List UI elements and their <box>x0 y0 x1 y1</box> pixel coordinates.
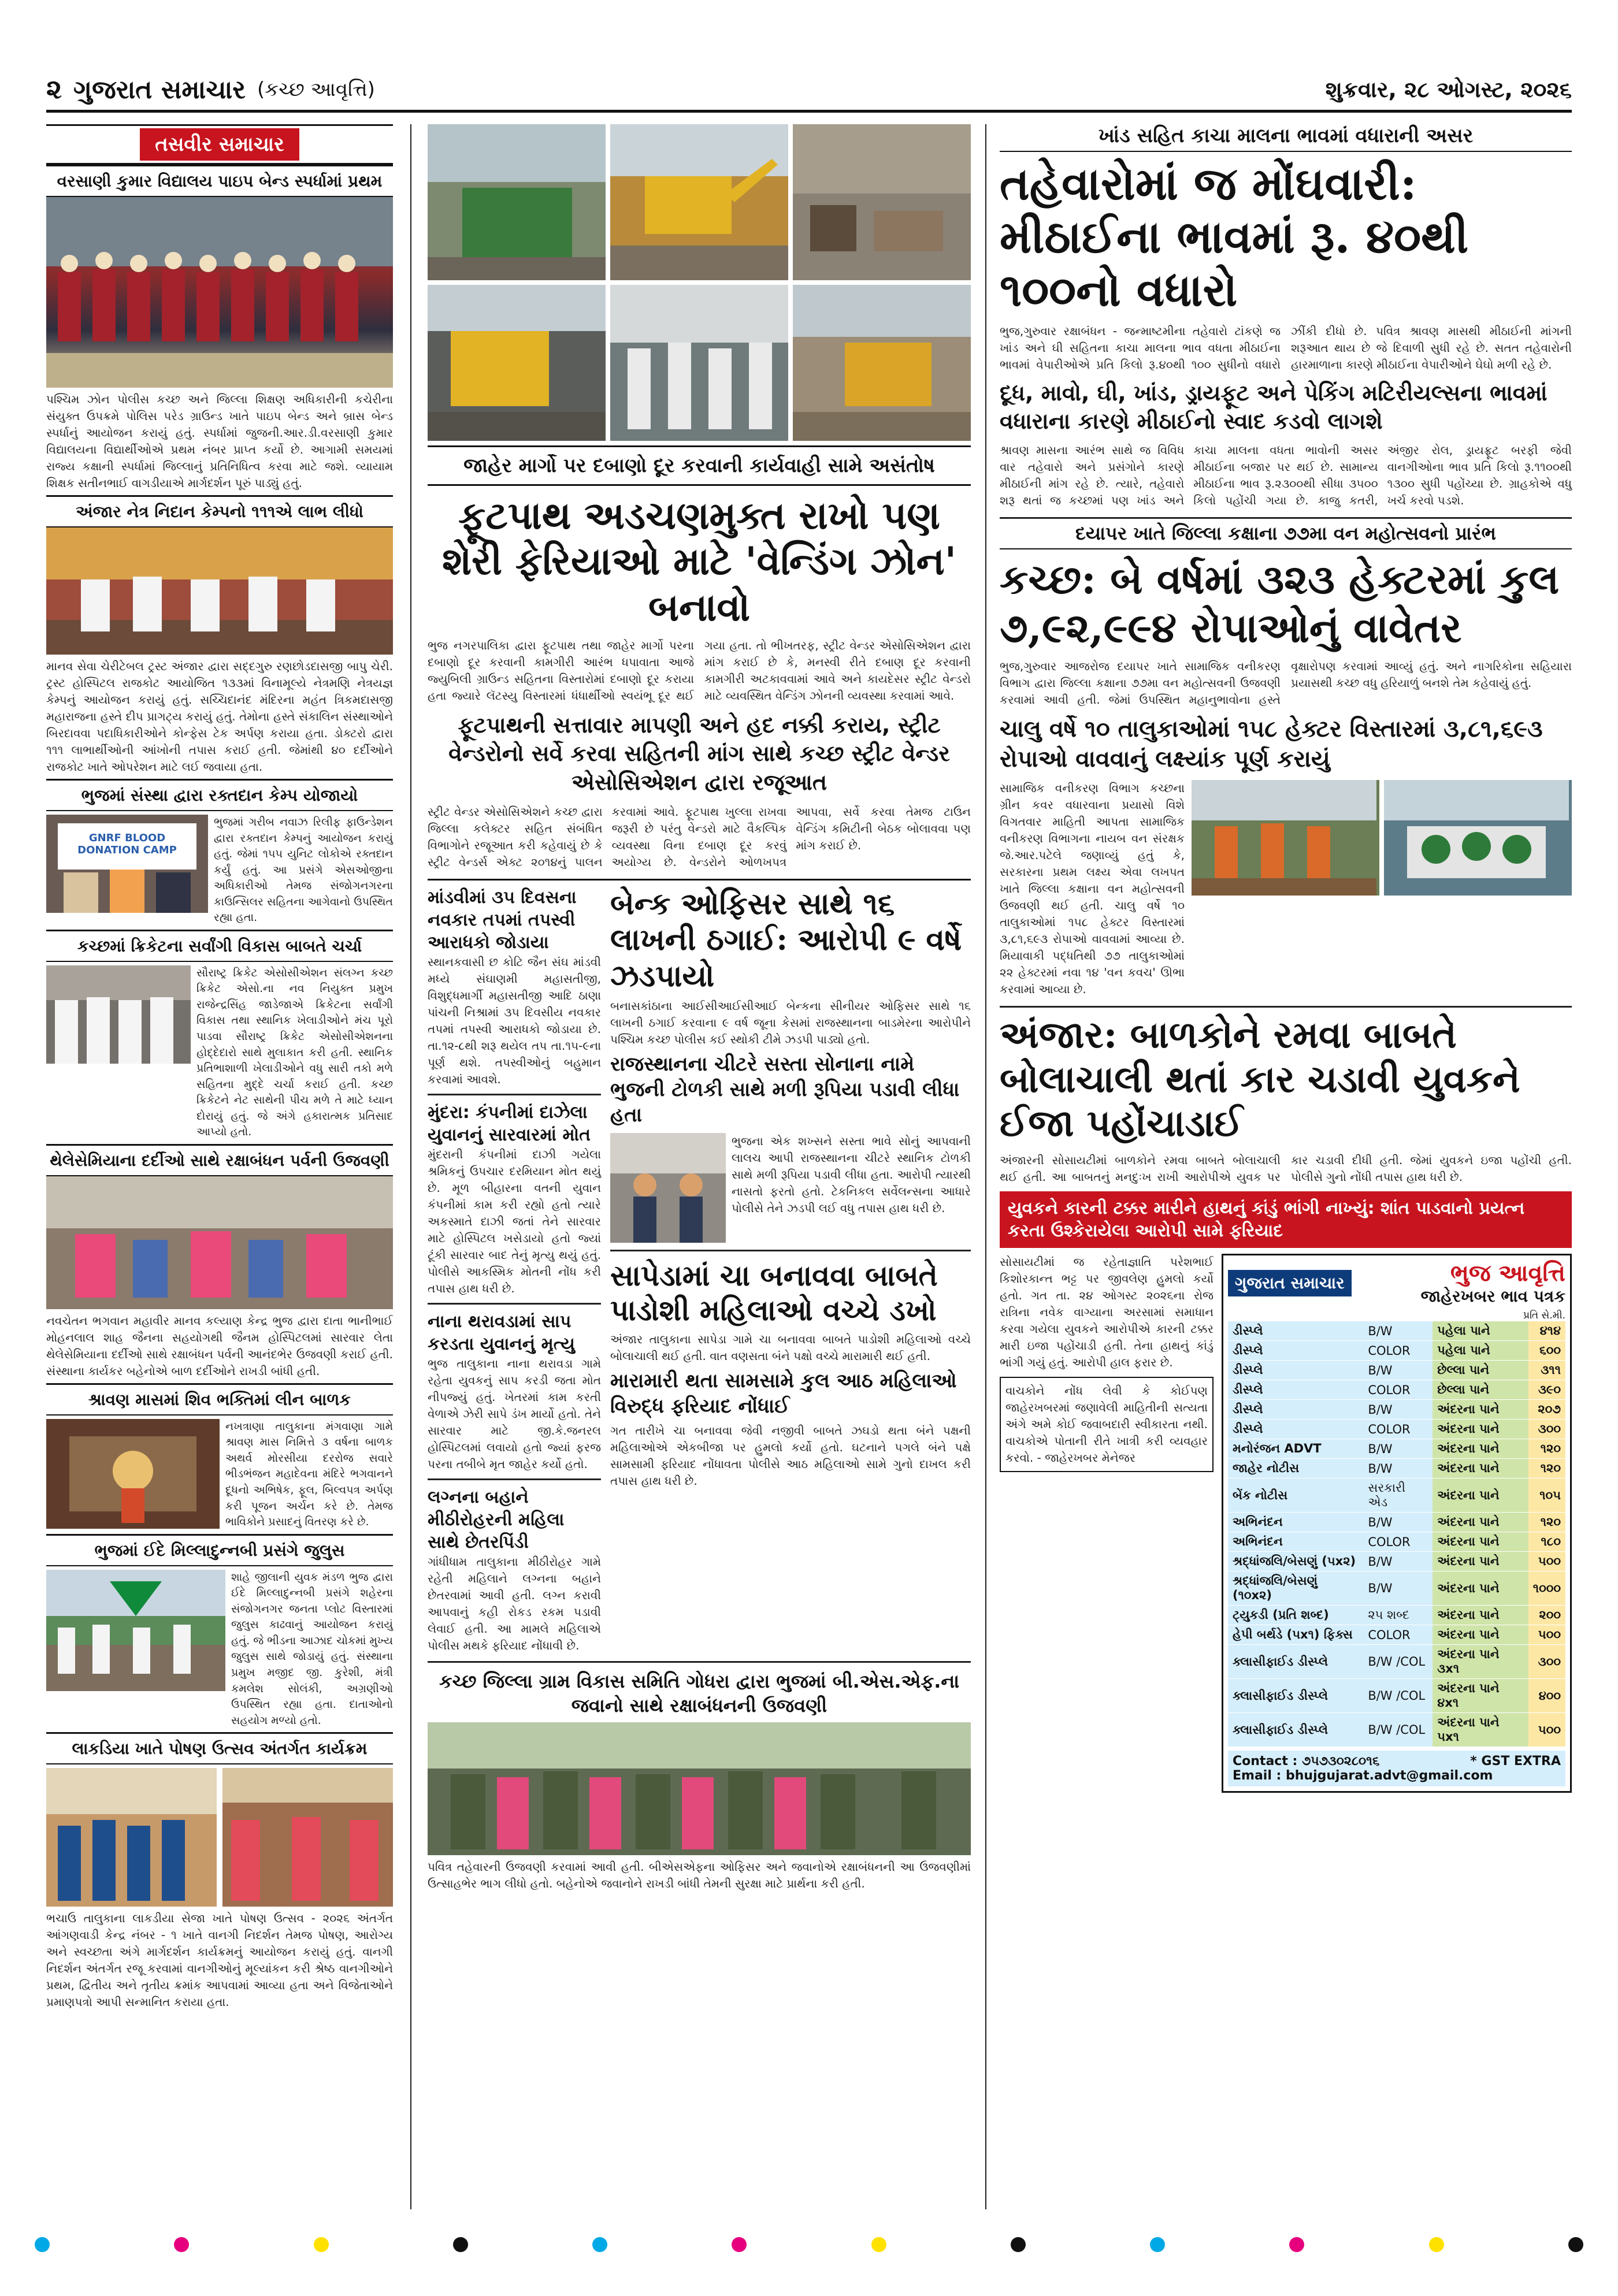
news-headline: ભુજમાં ઈદે મિલ્લાદુન્નબી પ્રસંગે જુલુસ <box>46 1534 393 1566</box>
rate-category: શ્રદ્ધાંજલિ/બેસણું (૫x૨) <box>1228 1552 1363 1571</box>
rate-page: છેલ્લા પાને <box>1433 1380 1528 1400</box>
rate-category: જાહેર નોટીસ <box>1228 1459 1363 1478</box>
rate-table <box>1228 1321 1565 1747</box>
story-headline: માંડવીમાં ૩૫ દિવસના નવકાર તપમાં તપસ્વી આરાધકો જોડાયા <box>428 887 577 953</box>
sub-headline: ફૂટપાથની સત્તાવાર માપણી અને હદ નક્કી કરાય, સ્ટ્રીટ વેન્ડરોનો સર્વે કરવા સહિતની માંગ સાથે કચ્છ સ્ટ્રીટ વેન્ડર એસોસિએશન દ્વારા રજૂઆત <box>448 712 950 795</box>
news-headline: વરસાણી કુમાર વિદ્યાલય પાઇપ બેન્ડ સ્પર્ધામાં પ્રથમ <box>46 165 393 197</box>
anjar-body: અંજારની સોસાયટીમાં બાળકોને રમવા બાબતે બોલાચાલી થઈ હતી. આ બાબતનું મનદુઃખ રાખી આરોપીએ યુવક પર કાર ચડાવી દીધી હતી. જેમાં યુવકને ઇજા પહોંચી હતી. પોલીસે ગુનો નોંધી તપાસ હાથ ધરી છે. <box>1000 1153 1572 1184</box>
poshan-photo-1 <box>46 1768 217 1907</box>
contact-label: Contact : <box>1233 1754 1298 1769</box>
rate-card-subtitle: જાહેરખબર ભાવ પત્રક <box>1420 1287 1565 1306</box>
rate-price: ૪૦૦ <box>1528 1679 1565 1713</box>
rate-price: ૨૦૭ <box>1528 1400 1565 1420</box>
news-body: નખત્રાણા તાલુકાના મંગવાણા ગામે શ્રાવણ માસ નિમિત્તે ૩ વર્ષના બાળક અથર્વ મોરસીયા દરરોજ સવારે ભીડભંજન મહાદેવના મંદિરે ભગવાનને દૂધનો અભિષેક, ફૂલ, બિલ્વપત્ર અર્પણ કરી પૂજન અર્ચન કરે છે. તેમજ ભાવિકોને પ્રસાદનું વિતરણ કરે છે. <box>225 1420 393 1529</box>
rate-price: ૧૨૦ <box>1528 1513 1565 1532</box>
rate-row <box>1228 1571 1565 1606</box>
photo-loader <box>793 285 971 441</box>
story-headline: લગ્નના બહાને મીઠીરોહરની મહિલા સાથે છેતરપિંડી <box>428 1487 565 1552</box>
story-body: ભુજના એક શખ્સને સસ્તા ભાવે સોનું આપવાની લાલચ આપી રાજસ્થાનના ચીટરે સ્થાનિક ટોળકી સાથે મળી રૂપિયા પડાવી લીધા હતા. આરોપી ત્યારથી નાસતો ફરતો હતો. ટેકનિકલ સર્વેલન્સના આધારે પોલીસે તેને ઝડપી લઈ વધુ તપાસ હાથ ધરી છે. <box>732 1134 971 1215</box>
rate-price: ૩૦૦ <box>1528 1420 1565 1439</box>
news-headline: શ્રાવણ માસમાં શિવ ભક્તિમાં લીન બાળક <box>46 1383 393 1416</box>
rate-row <box>1228 1713 1565 1747</box>
band-photo <box>46 197 393 388</box>
issue-date: શુક્રવાર, ૨૮ ઓગસ્ટ, ૨૦૨૬ <box>1325 76 1572 102</box>
rate-price: ૧૦૫ <box>1528 1478 1565 1513</box>
rate-page: અંદરના પાને <box>1433 1478 1528 1513</box>
rate-type: B/W /COL <box>1363 1645 1433 1679</box>
magenta-dot <box>1289 2237 1304 2252</box>
rate-row <box>1228 1341 1565 1361</box>
rate-type: B/W /COL <box>1363 1713 1433 1747</box>
rate-category: હેપી બર્થડે (૫x૧) ફિક્સ <box>1228 1625 1363 1645</box>
news-body: ભુજમાં ગરીબ નવાઝ રિલીફ ફાઉન્ડેશન દ્વારા રક્તદાન કેમ્પનું આયોજન કરાયું હતું. જેમાં ૧૫૫ યુનિટ લોકોએ રક્તદાન કર્યું હતું. આ પ્રસંગે એસઓજીના અધિકારીઓ તેમજ સંજોગનગરના કાઉન્સિલર સહિતના આગેવાનો ઉપસ્થિત રહ્યા હતા. <box>214 816 393 924</box>
story-body: ગત તારીખે ચા બનાવવા જેવી નજીવી બાબતે ઝઘડો થતા બંને પક્ષની મહિલાઓએ એકબીજા પર હુમલો કર્યો હતો. ઘટનાને પગલે બંને પક્ષે સામસામી ફરિયાદ નોંધાવતા પોલીસે આઠ મહિલાઓ સામે ગુનો દાખલ કરી તપાસ હાથ ધરી છે. <box>610 1424 971 1488</box>
rate-price: ૧૦૦૦ <box>1528 1571 1565 1606</box>
middle-column <box>428 124 971 2209</box>
rate-price: ૫૦૦ <box>1528 1713 1565 1747</box>
right-column <box>1000 124 1572 2209</box>
photo-debris <box>793 124 971 280</box>
rate-page: અંદરના પાને <box>1433 1571 1528 1606</box>
story-headline: નાના થરાવડામાં સાપ કરડતા યુવાનનું મૃત્યુ <box>428 1311 575 1354</box>
anjar-headline: અંજાર: બાળકોને રમવા બાબતે બોલાચાલી થતાં કાર ચડાવી યુવકને ઈજા પહોંચાડાઈ <box>1000 1013 1520 1146</box>
rate-row <box>1228 1400 1565 1420</box>
rate-page: અંદરના પાને <box>1433 1532 1528 1552</box>
rate-page: પહેલા પાને <box>1433 1341 1528 1361</box>
email-value: bhujgujarat.advt@gmail.com <box>1286 1769 1493 1784</box>
news-body: શાહે જીલાની યુવક મંડળ ભુજ દ્વારા ઈદે મિલ્લાદુન્નબી પ્રસંગે શહેરના સંજોગનગર જનતા પ્લોટ વિસ્તારમાં જુલુસ કાઢવાનું આયોજન કરાયું હતું. જે ભીડના આઝાદ ચોકમાં મુખ્ય જુલુસ સાથે જોડાયું હતું. સંસ્થાના પ્રમુખ મજીદ જી. કુરેશી, મંત્રી કમલેશ સોલંકી, અગ્રણીઓ ઉપસ્થિત રહ્યા હતા. દાતાઓનો સહયોગ મળ્યો હતો. <box>231 1570 393 1727</box>
rate-category: ક્લાસીફાઈડ ડીસ્પ્લે <box>1228 1679 1363 1713</box>
anjar-subhead: યુવકને કારની ટક્કર મારીને હાથનું કાંડું ભાંગી નાખ્યું: શાંત પાડવાનો પ્રયત્ન કરતા ઉશ્કેરાયેલા આરોપી સામે ફરિયાદ <box>1000 1191 1572 1248</box>
rate-price: ૩૦૦ <box>1528 1645 1565 1679</box>
rate-price: ૫૦૦ <box>1528 1552 1565 1571</box>
sub-body: સ્ટ્રીટ વેન્ડર એસોસિએશને કચ્છ દ્વારા જિલ્લા કલેક્ટર સહિત સંબંધિત વિભાગોને રજૂઆત કરી કહેવાયું છે કે સ્ટ્રીટ વેન્ડર્સ એક્ટ ૨૦૧૪નું પાલન કરવામાં આવે. ફૂટપાથ ખુલ્લા રાખવા જરૂરી છે પરંતુ વેન્ડરો માટે વૈકલ્પિક વ્યવસ્થા વિના દબાણ દૂર કરવું અયોગ્ય છે. વેન્ડરોને ઓળખપત્ર આપવા, સર્વે કરવા તેમજ ટાઉન વેન્ડિંગ કમિટીની બેઠક બોલાવવા પણ માંગ કરાઈ છે. <box>428 804 971 869</box>
story-subhead: મારામારી થતા સામસામે કુલ આઠ મહિલાઓ વિરુદ્ધ ફરિયાદ નોંધાઈ <box>610 1369 957 1418</box>
yellow-dot <box>314 2237 329 2252</box>
rate-unit-note: પ્રતિ સે.મી. <box>1523 1310 1565 1322</box>
yellow-dot <box>1429 2237 1444 2252</box>
rate-row <box>1228 1625 1565 1645</box>
rate-category: ડીસ્પ્લે <box>1228 1361 1363 1380</box>
rate-type: સરકારી એડ <box>1363 1478 1433 1513</box>
forest-sub-body: સામાજિક વનીકરણ વિભાગ કચ્છના ગ્રીન કવર વધારવાના પ્રયાસો વિશે વિગતવાર માહિતી આપતા સામાજિક વનીકરણ વિભાગના નાયબ વન સંરક્ષક જે.આર.પટેલે જણાવ્યું હતું કે, સરકારના પ્રથમ લક્ષ્ય એવા લખપત ખાતે જિલ્લા કક્ષાના વન મહોત્સવની ઉજવણી થઈ હતી. ચાલુ વર્ષે ૧૦ તાલુકાઓમાં ૧૫૮ હેક્ટર વિસ્તારમાં ૩,૮૧,૬૯૩ રોપાઓ વાવવામાં આવ્યા છે. મિયાવાકી પદ્ધતિથી ૭૭ તાલુકાઓમાં ૨૨ હેક્ટરમાં નવા ૧૪ 'વન કવચ' ઊભા કરવામાં આવ્યા છે. <box>1000 781 1185 996</box>
rate-category: ક્લાસીફાઈડ ડીસ્પ્લે <box>1228 1645 1363 1679</box>
story-subhead: રાજસ્થાનના ચીટરે સસ્તા સોનાના નામે ભુજની ટોળકી સાથે મળી રૂપિયા પડાવી લીધા હતા <box>610 1053 960 1127</box>
rate-row <box>1228 1552 1565 1571</box>
plantation-photo-2 <box>1384 780 1572 896</box>
rate-page: અંદરના પાને <box>1433 1606 1528 1625</box>
rate-price: ૪૧૪ <box>1528 1321 1565 1341</box>
forest-kicker: દયાપર ખાતે જિલ્લા કક્ષાના ૭૭મા વન મહોત્સવનો પ્રારંભ <box>1000 519 1572 549</box>
photo-jcb <box>428 285 606 441</box>
black-dot <box>453 2237 468 2252</box>
news-headline: અંજાર નેત્ર નિદાન કેમ્પનો ૧૧૧એ લાભ લીધો <box>46 495 393 527</box>
rate-type: COLOR <box>1363 1341 1433 1361</box>
story-body: અંજાર તાલુકાના સાપેડા ગામે ચા બનાવવા બાબતે પાડોશી મહિલાઓ વચ્ચે બોલાચાલી થઈ હતી. વાત વણસતા બંને પક્ષો વચ્ચે મારામારી થઈ હતી. <box>610 1332 971 1363</box>
rate-type: B/W <box>1363 1321 1433 1341</box>
story-headline: મુંદરા: કંપનીમાં દાઝેલા યુવાનનું સારવારમાં મોત <box>428 1102 591 1145</box>
rate-row <box>1228 1645 1565 1679</box>
rate-price: ૩૧૧ <box>1528 1361 1565 1380</box>
rate-page: અંદરના પાને <box>1433 1420 1528 1439</box>
gst-note: * GST EXTRA <box>1470 1754 1561 1769</box>
rate-category: ડીસ્પ્લે <box>1228 1400 1363 1420</box>
bsf-rakhi-photo <box>428 1722 971 1855</box>
rate-page: અંદરના પાને ૩x૧ <box>1433 1645 1528 1679</box>
procession-photo <box>46 1570 225 1691</box>
rate-type: ૨૫ શબ્દ <box>1363 1606 1433 1625</box>
thalassemia-photo <box>46 1176 393 1309</box>
rate-page: અંદરના પાને <box>1433 1400 1528 1420</box>
rate-type: COLOR <box>1363 1420 1433 1439</box>
lead-subhead: દૂધ, માવો, ઘી, ખાંડ, ડ્રાયફૂટ અને પેકિંગ મટિરીયલ્સના ભાવમાં વધારાના કારણે મીઠાઈનો સ્વાદ કડવો લાગશે <box>1000 380 1548 434</box>
rate-price: ૧૨૦ <box>1528 1459 1565 1478</box>
rate-type: COLOR <box>1363 1380 1433 1400</box>
blood-camp-photo <box>46 815 208 913</box>
rate-row <box>1228 1532 1565 1552</box>
banner-text: GNRF BLOOD DONATION CAMP <box>77 832 177 856</box>
lead-kicker: ખાંડ સહિત કાચા માલના ભાવમાં વધારાની અસર <box>1000 124 1572 152</box>
rate-row <box>1228 1679 1565 1713</box>
ad-rate-card <box>1222 1254 1572 1793</box>
email-label: Email : <box>1233 1769 1282 1784</box>
rate-type: COLOR <box>1363 1532 1433 1552</box>
photo-truck <box>428 124 606 280</box>
page-number: ૨ <box>46 73 62 105</box>
rate-price: ૧૮૦ <box>1528 1532 1565 1552</box>
rate-category: ડીસ્પ્લે <box>1228 1321 1363 1341</box>
section-label: તસવીર સમાચાર <box>140 128 299 161</box>
story-body: ભુજ તાલુકાના નાના થરાવડા ગામે રહેતા યુવકનું સાપ કરડી જતા મોત નીપજ્યું હતું. ખેતરમાં કામ કરતી વેળાએ ઝેરી સાપે ડંખ માર્યો હતો. તેને સારવાર માટે જી.કે.જનરલ હોસ્પિટલમાં લવાયો હતો જ્યાં ફરજ પરના તબીબે મૃત જાહેર કર્યો હતો. <box>428 1356 601 1471</box>
rate-row <box>1228 1513 1565 1532</box>
rate-category: ડીસ્પ્લે <box>1228 1341 1363 1361</box>
rate-row <box>1228 1361 1565 1380</box>
rate-row <box>1228 1380 1565 1400</box>
rate-page: અંદરના પાને <box>1433 1625 1528 1645</box>
rate-price: ૧૨૦ <box>1528 1439 1565 1459</box>
forest-body: ભુજ,ગુરુવાર આજરોજ દયાપર ખાતે સામાજિક વનીકરણ વિભાગ દ્વારા જિલ્લા કક્ષાના ૭૭મા વન મહોત્સવની ઉજવણી કરવામાં આવી હતી. જેમાં ઉપસ્થિત મહાનુભાવોના હસ્તે વૃક્ષારોપણ કરવામાં આવ્યું હતું. અને નાગરિકોના સહિયારા પ્રયાસથી કચ્છ વધુ હરિયાળું બનશે તેમ કહેવાયું હતું. <box>1000 659 1572 707</box>
news-headline: લાકડિયા ખાતે પોષણ ઉત્સવ અંતર્ગત કાર્યક્રમ <box>46 1732 393 1764</box>
news-body: સૌરાષ્ટ્ર ક્રિકેટ એસોસીએશન સંલગ્ન કચ્છ ક્રિકેટ એસો.ના નવ નિયુક્ત પ્રમુખ રાજેન્દ્રસિંહ જાડેજાએ ક્રિકેટના સર્વાંગી વિકાસ તથા સ્થાનિક ખેલાડીઓને મંચ પૂરો પાડવા સૌરાષ્ટ્ર ક્રિકેટ એસોસીએશનના હોદ્દેદારો સાથે મુલાકાત કરી હતી. સ્થાનિક પ્રતિભાશાળી ખેલાડીઓને વધુ સારી તકો મળે સહિતના મુદ્દે ચર્ચા કરાઈ હતી. કચ્છ ક્રિકેટને નેટ સાથેની પીચ મળે તે માટે ધ્યાન દોરાયું હતું. જે અંગે હકારાત્મક પ્રતિસાદ આપ્યો હતો. <box>196 966 393 1139</box>
rate-page: પહેલા પાને <box>1433 1321 1528 1341</box>
edition-label: (કચ્છ આવૃત્તિ) <box>257 78 375 101</box>
rate-page: અંદરના પાને <box>1433 1439 1528 1459</box>
rate-type: B/W <box>1363 1439 1433 1459</box>
news-headline: ભુજમાં સંસ્થા દ્વારા રક્તદાન કેમ્પ યોજાયો <box>46 779 393 811</box>
magenta-dot <box>174 2237 189 2252</box>
registration-marks <box>35 2236 1583 2253</box>
news-headline: થેલેસેમિયાના દર્દીઓ સાથે રક્ષાબંધન પર્વની ઉજવણી <box>46 1144 393 1176</box>
rate-row <box>1228 1606 1565 1625</box>
rate-type: B/W <box>1363 1552 1433 1571</box>
rate-type: B/W <box>1363 1571 1433 1606</box>
news-body: માનવ સેવા ચેરીટેબલ ટ્રસ્ટ અંજાર દ્વારા સદ્દગુરુ રણછોડદાસજી બાપુ ચેરી. ટ્રસ્ટ હોસ્પિટલ રાજકોટ આયોજિત ૧૩૩માં વિનામૂલ્યે નેત્રમણિ નેત્રયજ્ઞ કેમ્પનું આયોજન કરાયું હતું. સચ્ચિદાનંદ મંદિરના મહંત ત્રિકમદાસજી મહારાજના હસ્તે દીપ પ્રાગટ્ય કરાયું હતું. તેમોના હસ્તે સંકાલિન સંસ્થાઓને બિરદાવવા પદાધિકારીઓને કોન્ફેસ ટેક અર્પણ કરાયા હતા. ડોક્ટરો દ્વારા ૧૧૧ લાભાર્થીઓની આંખોની તપાસ કરાઈ હતી. જેમાંથી ૪૦ દર્દીઓને રાજકોટ ખાતે ઓપરેશન માટે લઈ જવાયા હતા. <box>46 659 393 774</box>
main-headline: ફૂટપાથ અડચણમુક્ત રાખો પણ શેરી ફેરિયાઓ માટે 'વેન્ડિંગ ઝોન' બનાવો <box>442 493 956 630</box>
photo-officials <box>610 285 788 441</box>
rate-category: મનોરંજન ADVT <box>1228 1439 1363 1459</box>
photo-caption: જાહેર માર્ગો પર દબાણો દૂર કરવાની કાર્યવાહી સામે અસંતોષ <box>428 445 971 486</box>
picture-news-column <box>46 124 393 2209</box>
rate-page: અંદરના પાને <box>1433 1552 1528 1571</box>
story-body: મુંદરાની કંપનીમાં દાઝી ગયેલા શ્રમિકનું ઉપચાર દરમિયાન મોત થયું છે. મૂળ બીહારના વતની યુવાન કંપનીમાં કામ કરી રહ્યો હતો ત્યારે અકસ્માતે દાઝી જતાં તેને સારવાર માટે હોસ્પિટલ ખસેડાયો હતો જ્યાં ટૂંકી સારવાર બાદ તેનું મૃત્યુ થયું હતું. પોલીસે આકસ્મિક મોતની નોંધ કરી તપાસ હાથ ધરી છે. <box>428 1147 601 1295</box>
rate-type: B/W <box>1363 1361 1433 1380</box>
masthead <box>46 69 1572 113</box>
black-dot <box>1568 2237 1583 2252</box>
rate-row <box>1228 1321 1565 1341</box>
story-body: બનાસકાંઠાના આઈસીઆઈસીઆઈ બેન્કના સીનીયર ઓફિસર સાથે ૧૬ લાખની ઠગાઈ કરવાના ૯ વર્ષ જૂના કેસમાં રાજસ્થાનના બાડમેરના આરોપીને પશ્ચિમ કચ્છ પોલીસ કઈ સ્થોકી ટીમે ઝડપી પાડ્યો હતો. <box>610 999 971 1047</box>
masthead-left <box>46 73 375 106</box>
photo-excavator <box>610 124 788 280</box>
ad-disclaimer: વાચકોને નોંધ લેવી કે કોઈપણ જાહેરખબરમાં જણાવેલી માહિતીની સત્યતા અંગે અમે કોઈ જવાબદારી સ્વીકારતા નથી. વાચકોએ પોતાની રીતે ખાત્રી કરી વ્યવહાર કરવો. - જાહેરખબર મેનેજર <box>1000 1377 1214 1472</box>
shiva-puja-photo <box>46 1419 220 1529</box>
cyan-dot <box>35 2237 50 2252</box>
news-body: પશ્ચિમ ઝોન પોલીસ કચ્છ અને જિલ્લા શિક્ષણ અધિકારીની કચેરીના સંયુક્ત ઉપક્રમે પોલિસ પરેડ ગ્રાઉન્ડ ખાતે પાઇપ બેન્ડ અને બ્રાસ બેન્ડ સ્પર્ધાનું આયોજન કરાયું હતું. સ્પર્ધામાં જુજની.આર.ડી.વરસાણી કુમાર વિદ્યાલયના વિદ્યાર્થીઓએ પ્રથમ નંબર પ્રાપ્ત કર્યો છે. આગામી સમયમાં રાજ્ય કક્ષાની સ્પર્ધામાં જિલ્લાનું પ્રતિનિધિત્વ કરવા માટે જશે. વ્યાયામ શિક્ષક સતીનભાઈ વાગડીયાએ માર્ગદર્શન પૂરું પાડ્યું હતું. <box>46 392 393 490</box>
plantation-photo-1 <box>1192 780 1379 896</box>
rate-type: B/W <box>1363 1513 1433 1532</box>
lead-body: ભુજ,ગુરુવાર રક્ષાબંધન - જન્માષ્ટમીના તહેવારો ટાંકણે જ ખાંડ અને ઘી સહિતના કાચા માલના ભાવ વધતા મીઠાઈના ભાવમાં વેપારીઓએ પ્રતિ કિલો રૂ.૪૦થી ૧૦૦ સુધીનો વધારો ઝીંકી દીધો છે. પવિત્ર શ્રાવણ માસથી મીઠાઈની માંગની શરૂઆત થાય છે જે દિવાળી સુધી રહે છે. સતત તહેવારોની હારમાળાના કારણે મીઠાઈના વેપારીઓને ઘેઘો મળી રહે છે. <box>1000 324 1572 372</box>
rate-price: ૨૦૦ <box>1528 1606 1565 1625</box>
rate-row <box>1228 1439 1565 1459</box>
magenta-dot <box>732 2237 747 2252</box>
rate-price: ૬૦૦ <box>1528 1341 1565 1361</box>
cyan-dot <box>1150 2237 1165 2252</box>
rate-price: ૩૯૦ <box>1528 1380 1565 1400</box>
column-rule <box>410 124 411 2209</box>
anjar-sub-body: સોસાયટીમાં જ રહેતાજ્ઞાતિ પરેશભાઈ કિશોરકાન્ત ભટ્ટ પર જીવલેણ હુમલો કર્યો હતો. ગત તા. ૨૪ ઓગસ્ટ ૨૦૨૬ના રોજ રાત્રિના નવેક વાગ્યાના અરસામાં સમાધાન કરવા ગયેલા યુવકને આરોપીએ કારની ટક્કર મારી ઇજા પહોંચાડી હતી. તેના હાથનું કાંડું ભાંગી ગયું હતું. આરોપી હાલ ફરાર છે. <box>1000 1255 1214 1370</box>
poshan-photo-2 <box>222 1768 393 1907</box>
cricket-meeting-photo <box>46 965 191 1064</box>
rate-category: ટ્યુકડી (પ્રતિ શબ્દ) <box>1228 1606 1363 1625</box>
rate-category: શ્રદ્ધાંજલિ/બેસણું (૧૦x૨) <box>1228 1571 1363 1606</box>
rate-page: અંદરના પાને <box>1433 1459 1528 1478</box>
paper-name: ગુજરાત સમાચાર <box>73 75 246 105</box>
rate-category: ડીસ્પ્લે <box>1228 1380 1363 1400</box>
news-body: ભચાઉ તાલુકાના લાકડીયા સેજા ખાતે પોષણ ઉત્સવ - ૨૦૨૬ અંતર્ગત આંગણવાડી કેન્દ્ર નંબર - ૧ ખાતે વાનગી નિદર્શન તેમજ પોષણ, આરોગ્ય અને સ્વચ્છતા અંગે માર્ગદર્શન કાર્યક્રમનું આયોજન કરાયું હતું. વાનગી નિદર્શન અંતર્ગત રજૂ કરવામાં વાનગીઓનું મૂલ્યાંકન કરી શ્રેષ્ઠ વાનગીઓને પ્રથમ, દ્વિતીય અને તૃતીય ક્રમાંક આપવામાં આવ્યા હતા અને વિજેતાઓને પ્રમાણપત્રો આપી સન્માનિત કરાયા હતા. <box>46 1911 393 2009</box>
column-rule <box>985 124 986 2209</box>
story-body: સ્થાનકવાસી છ કોટિ જૈન સંઘ માંડવી મધ્યે સંઘાણમી મહાસતીજી, વિશુદ્ધમાર્ગી મહાસતીજી આદિ ઠાણા પાંચની નિશ્રામાં ૩૫ દિવસીય નવકાર તપમાં તપસ્વી આરાધકો જોડાયા છે. તા.૧૨-૮થી શરૂ થયેલ તપ તા.૧૫-૯ના પૂર્ણ થશે. તપસ્વીઓનું બહુમાન કરવામાં આવશે. <box>428 954 601 1086</box>
rate-page: અંદરના પાને ૪x૧ <box>1433 1679 1528 1713</box>
news-body: નવચેતન ભગવાન મહાવીર માનવ કલ્યાણ કેન્દ્ર ભુજ દ્વારા દાતા ભાનીભાઈ મોહનલાલ શાહ જૈનના સહયોગથી જૈનમ હોસ્પિટલમાં સારવાર લેતા થેલેસેમિયાના દર્દીઓ સાથે રક્ષાબંધન પર્વની આનંદભેર ઉજવણી કરાઈ હતી. સંસ્થાના કાર્યકર બહેનોએ બાળ દર્દીઓને રાખડી બાંધી હતી. <box>46 1313 393 1378</box>
news-headline: કચ્છમાં ક્રિકેટના સર્વાંગી વિકાસ બાબતે ચર્ચા <box>46 930 393 962</box>
rate-page: અંદરના પાને <box>1433 1513 1528 1532</box>
rate-type: B/W <box>1363 1459 1433 1478</box>
lead-sub-body: શ્રાવણ માસના આરંભ સાથે જ વિવિધ વાર તહેવારો અને પ્રસંગોને કારણે મીઠાઈની માંગ રહે છે. ત્યારે, તહેવારો શરૂ થતાં જ કચ્છમાં પણ ખાંડ અને કાચા માલના વધતા ભાવોની અસર મીઠાઈના બજાર પર થઈ છે. સામાન્ય મીઠાઈના ભાવ રૂ.૨૩૦૦થી સીધા ૩૫૦૦ કિલો પહોંચી ગયા છે. કાજુ કતરી, અંજીર રોલ, ડ્રાયફ્રૂટ બરફી જેવી વાનગીઓના ભાવ પ્રતિ કિલો રૂ.૧૧૦૦થી ૧૩૦૦ સુધી પહોંચ્યા છે. ગ્રાહકોએ વધુ ખર્ચ કરવો પડશે. <box>1000 443 1572 507</box>
rate-card-title: ભુજ આવૃત્તિ <box>1450 1260 1565 1287</box>
lead-headline: તહેવારોમાં જ મોંઘવારી: મીઠાઈના ભાવમાં રૂ. ૪૦થી ૧૦૦નો વધારો <box>1000 158 1469 317</box>
rate-page: અંદરના પાને ૫x૧ <box>1433 1713 1528 1747</box>
rate-category: અભિનંદન <box>1228 1532 1363 1552</box>
rate-type: B/W /COL <box>1363 1679 1433 1713</box>
story-headline: બેન્ક ઓફિસર સાથે ૧૬ લાખની ઠગાઈ: આરોપી ૯ વર્ષે ઝડપાયો <box>610 886 962 994</box>
rate-price: ૫૦૦ <box>1528 1625 1565 1645</box>
eye-camp-photo <box>46 527 393 655</box>
rate-card-brand: ગુજરાત સમાચાર <box>1228 1270 1352 1296</box>
story-body: પવિત્ર તહેવારની ઉજવણી કરવામાં આવી હતી. બીએસએફના ઓફિસર અને જવાનોએ રક્ષાબંધનની આ ઉજવણીમાં ઉત્સાહભેર ભાગ લીધો હતો. બહેનોએ જવાનોને રાખડી બાંધી તેમની સુરક્ષા માટે પ્રાર્થના કરી હતી. <box>428 1860 971 1891</box>
rate-category: બેંક નોટીસ <box>1228 1478 1363 1513</box>
contact-phone: ૭૫૭૩૦૨૮૦૧૬ <box>1301 1754 1380 1769</box>
yellow-dot <box>871 2237 886 2252</box>
accused-photo <box>610 1133 726 1243</box>
rate-type: COLOR <box>1363 1625 1433 1645</box>
forest-subhead: ચાલુ વર્ષે ૧૦ તાલુકાઓમાં ૧૫૮ હેક્ટર વિસ્તારમાં ૩,૮૧,૬૯૩ રોપાઓ વાવવાનું લક્ષ્યાંક પૂર્ણ કરાયું <box>1000 715 1543 772</box>
rate-category: ડીસ્પ્લે <box>1228 1420 1363 1439</box>
rate-row <box>1228 1459 1565 1478</box>
black-dot <box>1011 2237 1026 2252</box>
cyan-dot <box>592 2237 607 2252</box>
encroachment-photos <box>428 124 971 441</box>
forest-headline: કચ્છ: બે વર્ષમાં ૩૨૩ હેક્ટરમાં કુલ ૭,૯૨,૯૯૪ રોપાઓનું વાવેતર <box>1000 555 1560 652</box>
rate-type: B/W <box>1363 1400 1433 1420</box>
story-headline: સાપેડામાં ચા બનાવવા બાબતે પાડોશી મહિલાઓ વચ્ચે ડખો <box>610 1258 938 1327</box>
main-body: ભુજ નગરપાલિકા દ્વારા ફૂટપાથ તથા જાહેર માર્ગો પરના દબાણો દૂર કરવાની કામગીરી આરંભ ધપાવાતા આજે જ્યુબિલી ગ્રાઉન્ડ સહિતના વિસ્તારોમાં દબાણો દૂર કરાયા હતા જ્યારે લૅટસ્યુ વિસ્તારમાં ધંધાર્થીઓ સ્વયંભૂ દૂર થઈ ગયા હતા. તો ભીખતરફ, સ્ટ્રીટ વેન્ડર એસોસિએશન દ્વારા માંગ કરાઈ છે કે, મનસ્વી રીતે દબાણ દૂર કરવાની કામગીરી અટકાવવામાં આવે અને કાયદેસર સ્ટ્રીટ વેન્ડરો માટે વ્યવસ્થિત વેન્ડિંગ ઝોનની વ્યવસ્થા કરવામાં આવે. <box>428 638 971 703</box>
story-body: ગાંધીધામ તાલુકાના મીઠીરોહર ગામે રહેતી મહિલાને લગ્નના બહાને છેતરવામાં આવી હતી. લગ્ન કરાવી આપવાનું કહી રોકડ રકમ પડાવી લેવાઈ હતી. આ મામલે મહિલાએ પોલીસ મથકે ફરિયાદ નોંધાવી છે. <box>428 1554 601 1652</box>
rate-page: છેલ્લા પાને <box>1433 1361 1528 1380</box>
rate-category: અભિનંદન <box>1228 1513 1363 1532</box>
rate-row <box>1228 1478 1565 1513</box>
rate-row <box>1228 1420 1565 1439</box>
story-headline: કચ્છ જિલ્લા ગ્રામ વિકાસ સમિતિ ગોધરા દ્વારા ભુજમાં બી.એસ.એફ.ના જવાનો સાથે રક્ષાબંધનની ઉજવણી <box>439 1670 960 1717</box>
rate-category: ક્લાસીફાઈડ ડીસ્પ્લે <box>1228 1713 1363 1747</box>
